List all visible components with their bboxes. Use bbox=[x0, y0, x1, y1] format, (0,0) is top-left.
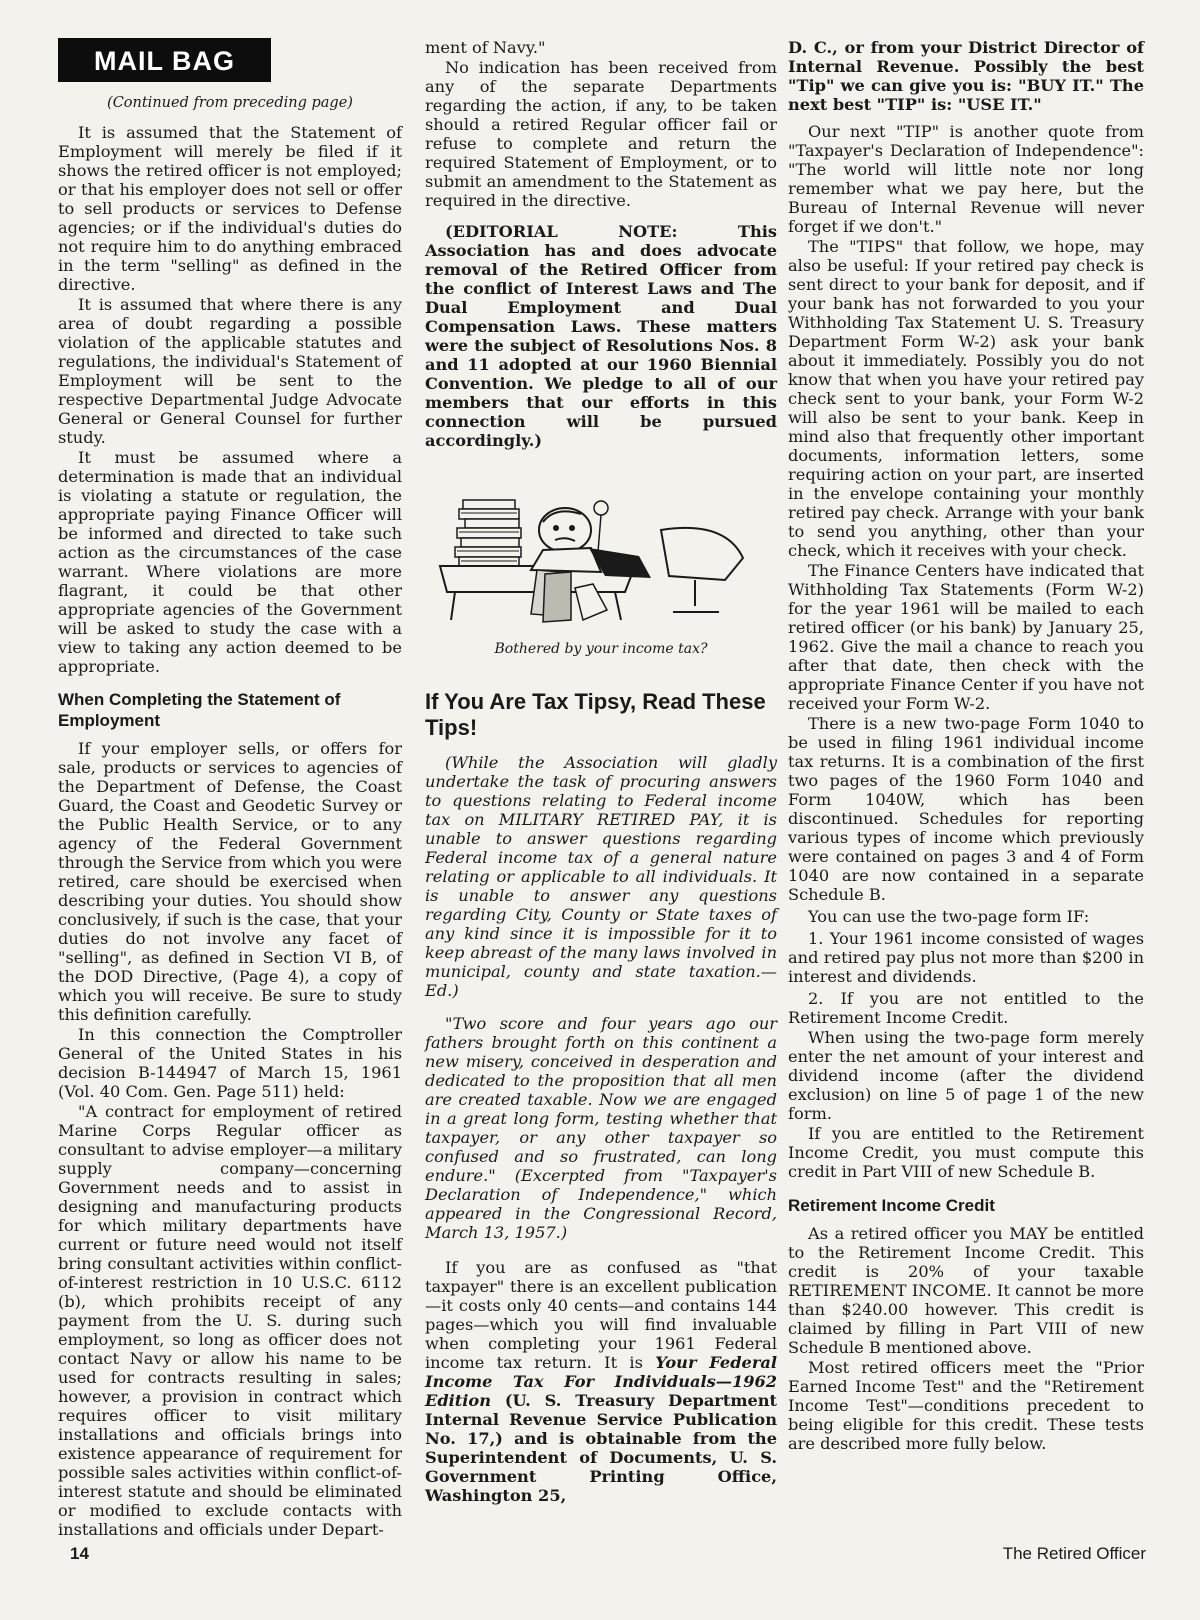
paragraph: There is a new two-page Form 1040 to be used in filing 1961 individual income tax returns. It is a combination of the first two pages of the 1960 Form 1040 and Form 1040W, which has been discontinued. Schedules for reporting various types of income which previously were contained on pages 3 and 4 of Form 1040 are now contained in a separate Schedule B. bbox=[788, 714, 1144, 904]
mail-bag-masthead: MAIL BAG bbox=[58, 38, 271, 82]
paragraph: It is assumed that the Statement of Employment will merely be filed if it shows the retired officer is not employed; or that his employer does not sell or offer to sell products or services to Defense agencies; or if the individual's duties do not require him to do anything embraced in the term "selling" as defined in the directive. bbox=[58, 123, 402, 294]
paragraph: It must be assumed where a determination is made that an individual is violating a statute or regulation, the appropriate paying Finance Officer will be informed and directed to take such action as the circumstances of the case warrant. Where violations are more flagrant, it could be that other appropriate agencies of the Government will be asked to study the case with a view to taking any action deemed to be appropriate. bbox=[58, 448, 402, 676]
intro-note: (While the Association will gladly undertake the task of procuring answers to questions relating to Federal income tax on MILITARY RETIRED PAY, it is unable to answer questions regarding Federal income tax of a general nature relating or applicable to all individuals. It is unable to answer any questions regarding City, County or State taxes of any kind since it is impossible for it to keep abreast of the many laws involved in municipal, county and state taxation.—Ed.) bbox=[425, 753, 777, 1000]
list-item: 2. If you are not entitled to the Retirement Income Credit. bbox=[788, 989, 1144, 1027]
paragraph: As a retired officer you MAY be entitled to the Retirement Income Credit. This credit is 20% of your taxable RETIREMENT INCOME. It cannot be more than $240.00 however. This credit is claimed by filling in Part VIII of new Schedule B mentioned above. bbox=[788, 1224, 1144, 1357]
paragraph: Most retired officers meet the "Prior Earned Income Test" and the "Retirement Income Test"—conditions precedent to being eligible for this credit. These tests are described more fully below. bbox=[788, 1358, 1144, 1453]
section-heading: Retirement Income Credit bbox=[788, 1196, 995, 1215]
publication-name: The Retired Officer bbox=[1002, 1544, 1146, 1563]
article-headline: If You Are Tax Tipsy, Read These Tips! bbox=[425, 689, 766, 740]
paragraph: In this connection the Comptroller General of the United States in his decision B-144947 of March 15, 1961 (Vol. 40 Com. Gen. Page 511) held: bbox=[58, 1025, 402, 1101]
quote-paragraph: "Two score and four years ago our fathers brought forth on this continent a new misery, conceived in desperation and dedicated to the proposition that all men are created taxable. Now we are engaged in a great long form, testing whether that taxpayer, or any other taxpayer so confused and so frustrated, can long endure." (Excerpted from "Taxpayer's Declaration of Independence," which appeared in the Congressional Record, March 13, 1957.) bbox=[425, 1014, 777, 1242]
text-run: (U. S. Treasury Department Internal Revenue Service Publication No. 17,) and is obtainable from the Superintendent of Documents, U. S. Government Printing Office, Washington 25, bbox=[425, 1391, 777, 1505]
list-item: 1. Your 1961 income consisted of wages and retired pay plus not more than $200 in interest and dividends. bbox=[788, 929, 1144, 986]
paragraph: It is assumed that where there is any area of doubt regarding a possible violation of the applicable statutes and regulations, the individual's Statement of Employment will be sent to the respective Departmental Judge Advocate General or General Counsel for further study. bbox=[58, 295, 402, 447]
paragraph: If your employer sells, or offers for sale, products or services to agencies of the Department of Defense, the Coast Guard, the Coast and Geodetic Survey or the Public Health Service, or to any agency of the Federal Government through the Service from which you were retired, care should be exercised when describing your duties. You should show conclusively, if such is the case, that your duties do not involve any facet of "selling", as defined in Section VI B, of the DOD Directive, (Page 4), a copy of which you will receive. Be sure to study this definition carefully. bbox=[58, 739, 402, 1024]
paragraph: If you are entitled to the Retirement Income Credit, you must compute this credit in Part VIII of new Schedule B. bbox=[788, 1124, 1144, 1181]
paragraph: Our next "TIP" is another quote from "Taxpayer's Declaration of Independence": "The world will little note nor long remember what we pay here, but the Bureau of Internal Revenue will never forget if we don't." bbox=[788, 122, 1144, 236]
paragraph bbox=[425, 1258, 777, 1505]
cartoon-caption: Bothered by your income tax? bbox=[494, 641, 708, 657]
paragraph: When using the two-page form merely enter the net amount of your interest and dividend income (after the dividend exclusion) on line 5 of page 1 of the new form. bbox=[788, 1028, 1144, 1123]
column-2 bbox=[425, 38, 777, 1505]
section-heading: When Completing the Statement of Employment bbox=[58, 690, 341, 730]
continued-note: (Continued from preceding page) bbox=[107, 95, 353, 111]
column-1 bbox=[58, 38, 402, 1539]
paragraph: The "TIPS" that follow, we hope, may also be useful: If your retired pay check is sent direct to your bank for deposit, and if your bank has not forwarded to you your Withholding Tax Statement U. S. Treasury Department Form W-2) ask your bank about it immediately. Possibly you do not know that when you have your retired pay check sent to your bank, your Form W-2 will also be sent to your bank. Keep in mind also that frequently other important documents, information letters, some requiring action on your part, are inserted in the envelope containing your monthly retired pay check. Arrange with your bank to send you anything, other than your check, which it receives with your check. bbox=[788, 237, 1144, 560]
paragraph: "A contract for employment of retired Marine Corps Regular officer as consultant to advise employer—a military supply company—concerning Government needs and to assist in designing and manufacturing products for which military departments have current or future need would not itself bring consultant activities within conflict-of-interest restriction in 10 U.S.C. 6112 (b), which prohibits receipt of any payment from the U. S. during such employment, so long as officer does not contact Navy or allow his name to be used for contracts resulting in sales; however, a provision in contract which requires officer to visit military installations and officials brings into existence appearance of requirement for possible sales activities within conflict-of-interest statute and should be eliminated or modified to exclude contacts with installations and officials under Depart- bbox=[58, 1102, 402, 1539]
text-run: If you are as confused as "that taxpayer" there is an excellent publication —it costs only 40 cents—and contains 144 pages—which you will find invaluable when completing your 1961 Federal income tax return. It is bbox=[425, 1258, 777, 1372]
paragraph: No indication has been received from any of the separate Departments regarding the action, if any, to be taken should a retired Regular officer fail or refuse to complete and return the required Statement of Employment, or to submit an amendment to the Statement as required in the directive. bbox=[425, 58, 777, 210]
editorial-note: (EDITORIAL NOTE: This Association has and does advocate removal of the Retired Officer from the conflict of Interest Laws and The Dual Employment and Dual Compensation Laws. These matters were the subject of Resolutions Nos. 8 and 11 adopted at our 1960 Biennial Convention. We pledge to all of our members that our efforts in this connection will be pursued accordingly.) bbox=[425, 222, 777, 450]
publication-title: Your Federal Income Tax For Individuals—1962 Edition bbox=[425, 1353, 777, 1410]
paragraph: You can use the two-page form IF: bbox=[808, 907, 1090, 926]
paragraph: The Finance Centers have indicated that Withholding Tax Statements (Form W-2) for the year 1961 will be mailed to each retired officer (or his bank) by January 25, 1962. Give the mail a chance to reach you after that date, then check with the appropriate Finance Center if you have not received your Form W-2. bbox=[788, 561, 1144, 713]
tax-desk-cartoon bbox=[425, 492, 777, 632]
paragraph: ment of Navy." bbox=[425, 38, 546, 57]
column-3 bbox=[788, 38, 1144, 1453]
page-number: 14 bbox=[70, 1544, 89, 1563]
paragraph: D. C., or from your District Director of Internal Revenue. Possibly the best "Tip" we can give you is: "BUY IT." The next best "TIP" is: "USE IT." bbox=[788, 38, 1144, 114]
cartoon-illustration bbox=[425, 492, 777, 632]
